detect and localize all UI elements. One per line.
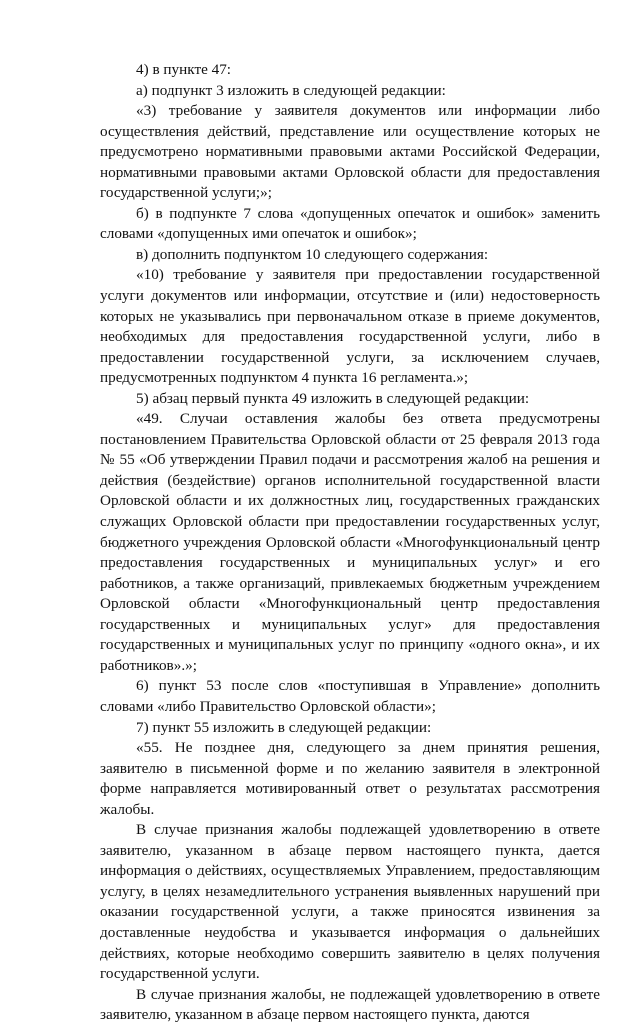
subparagraph-a: а) подпункт 3 изложить в следующей редакции: <box>136 81 446 99</box>
document-body <box>100 60 600 1026</box>
subparagraph-v: в) дополнить подпунктом 10 следующего содержания: <box>136 245 489 263</box>
quoted-subparagraph-10: «10) требование у заявителя при предоставлении государственной услуги документов или информации, отсутствие и (или) недостоверность которых не указывались при первоначальном отказе в приеме документов, необходимых для предоставления государственной услуги, либо в предоставлении государственной услуги, за исключением случаев, предусмотренных подпунктом 4 пункта 16 регламента.»; <box>100 266 600 387</box>
paragraph-item-7: 7) пункт 55 изложить в следующей редакции: <box>136 718 432 736</box>
quoted-point-49: «49. Случаи оставления жалобы без ответа предусмотрены постановлением Правительства Орловской области от 25 февраля 2013 года № 55 «Об утверждении Правил подачи и рассмотрения жалоб на решения и действия (бездействие) органов исполнительной государственной власти Орловской области и их должностных лиц, государственных гражданских служащих Орловской области при предоставлении государственных услуг, бюджетного учреждения Орловской области «Многофункциональный центр предоставления государственных и муниципальных услуг» и его работников, а также организаций, привлекаемых бюджетным учреждением Орловской области «Многофункциональный центр предоставления государственных и муниципальных услуг» для предоставления государственных и муниципальных услуг по принципу «одного окна», и их работников».»; <box>100 410 600 674</box>
quoted-subparagraph-3: «3) требование у заявителя документов или информации либо осуществления действий, представление или осуществление которых не предусмотрено нормативными правовыми актами Российской Федерации, нормативными правовыми актами Орловской области для предоставления государственной услуги;»; <box>100 102 600 202</box>
paragraph-item-4: 4) в пункте 47: <box>136 61 232 78</box>
quoted-point-55: «55. Не позднее дня, следующего за днем принятия решения, заявителю в письменной форме и по желанию заявителя в электронной форме направляется мотивированный ответ о результатах рассмотрения жалобы. <box>100 739 600 818</box>
paragraph-item-6: 6) пункт 53 после слов «поступившая в Управление» дополнить словами «либо Правительство Орловской области»; <box>100 677 600 715</box>
subparagraph-b: б) в подпункте 7 слова «допущенных опечаток и ошибок» заменить словами «допущенных ими опечаток и ошибок»; <box>100 204 600 243</box>
paragraph-item-5: 5) абзац первый пункта 49 изложить в следующей редакции: <box>136 389 530 407</box>
complaint-satisfied-paragraph: В случае признания жалобы подлежащей удовлетворению в ответе заявителю, указанном в абзаце первом настоящего пункта, дается информация о действиях, осуществляемых Управлением, предоставляющим услугу, в целях незамедлительного устранения выявленных нарушений при оказании государственной услуги, а также приносятся извинения за доставленные неудобства и указывается информация о дальнейших действиях, которые необходимо совершить заявителю в целях получения государственной услуги. <box>100 821 600 983</box>
complaint-rejected-paragraph: В случае признания жалобы, не подлежащей удовлетворению в ответе заявителю, указанном в абзаце первом настоящего пункта, даются <box>100 985 600 1024</box>
